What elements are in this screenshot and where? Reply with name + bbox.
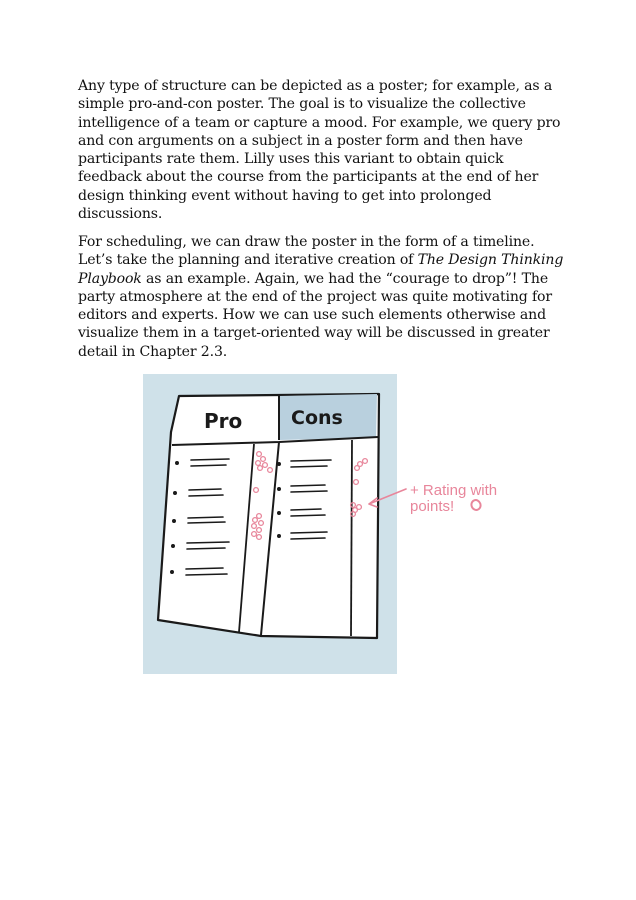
annotation-line-1: + Rating with	[410, 482, 498, 499]
pro-con-poster-illustration	[141, 374, 501, 676]
cons-rating-column	[351, 440, 352, 636]
paragraph-2-text-end: as an example. Again, we had the “courage to drop”! The party atmosphere at the end of the project was quite motivating for editors and experts. How we can use such elements otherwise and visualize them in a target-oriented way will be discussed in greater detail in Chapter 2.3.	[78, 270, 552, 360]
annotation-point-symbol	[470, 499, 482, 511]
paragraph-2-text-start: For scheduling, we can draw the poster in the form of a timeline. Let’s take the planning and iterative creation of	[78, 234, 535, 269]
body-paragraph-1: Any type of structure can be depicted as a poster; for example, as a simple pro-and-con poster. The goal is to visualize the collective intelligence of a team or capture a mood. For example, we query pro and con arguments on a subject in a poster form and then have participants rate them. Lilly uses this variant to obtain quick feedback about the course from the participants at the end of her design thinking event without having to get into prolonged discussions.	[78, 78, 561, 223]
body-paragraph-2	[78, 233, 564, 361]
cons-column-label: Cons	[291, 407, 343, 429]
annotation-line-2: points!	[410, 498, 455, 515]
pro-column-label: Pro	[204, 409, 243, 433]
book-title: The Design Thinking Playbook	[78, 252, 564, 287]
